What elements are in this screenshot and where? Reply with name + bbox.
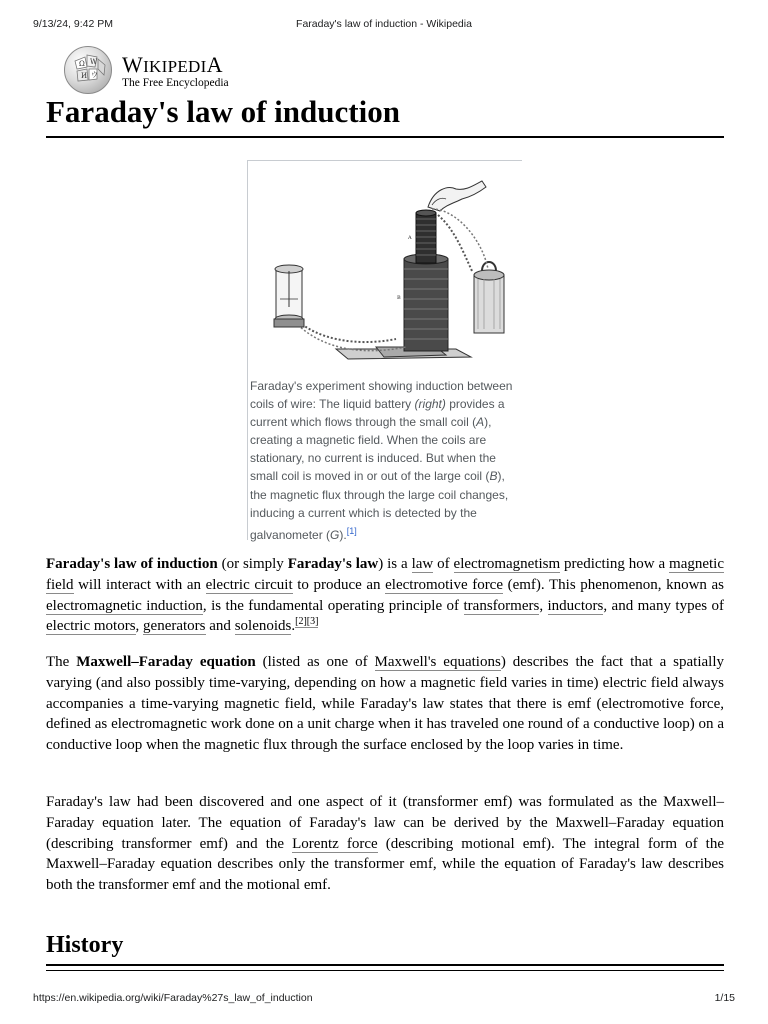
- link-law[interactable]: law: [411, 556, 434, 572]
- print-page-title: Faraday's law of induction - Wikipedia: [296, 18, 472, 30]
- citation-link[interactable]: [2][3]: [295, 616, 319, 628]
- svg-text:W: W: [90, 58, 98, 66]
- print-url: https://en.wikipedia.org/wiki/Faraday%27s_law_of_induction: [33, 992, 313, 1004]
- svg-text:Ω: Ω: [79, 60, 85, 68]
- print-date: 9/13/24, 9:42 PM: [33, 18, 113, 30]
- link-inductors[interactable]: inductors: [547, 597, 604, 614]
- wikipedia-globe-icon: [64, 46, 112, 94]
- link-electric-motors[interactable]: electric motors: [46, 618, 136, 635]
- link-electric-circuit[interactable]: electric circuit: [205, 576, 293, 593]
- faraday-experiment-illustration[interactable]: [256, 179, 518, 369]
- wikipedia-tagline: The Free Encyclopedia: [122, 77, 229, 89]
- svg-text:ウ: ウ: [91, 71, 98, 79]
- link-electromagnetic-induction[interactable]: electromagnetic induction: [46, 597, 203, 614]
- svg-text:B: B: [397, 295, 401, 301]
- link-electromagnetism[interactable]: electromagnetism: [453, 556, 561, 572]
- svg-text:И: И: [81, 72, 88, 80]
- wikipedia-wordmark: WIKIPEDIA: [122, 52, 223, 77]
- page-title: Faraday's law of induction: [46, 90, 724, 138]
- link-solenoids[interactable]: solenoids: [234, 618, 292, 635]
- section-divider: [46, 970, 724, 971]
- infobox-figure: [247, 160, 522, 540]
- link-transformers[interactable]: transformers: [463, 597, 540, 614]
- link-generators[interactable]: generators: [143, 618, 206, 635]
- print-page-number: 1/15: [714, 992, 735, 1004]
- svg-text:A: A: [408, 235, 412, 241]
- link-magnetic-field[interactable]: magnetic field: [46, 556, 725, 593]
- section-heading-history: History: [46, 930, 724, 966]
- figure-caption: Faraday's experiment showing induction between coils of wire: The liquid battery (right) provides a current which flows through the small coil (A), creating a magnetic field. When the coils are stationary, no current is induced. But when the small coil is moved in or out of the large coil (B), the magnetic flux through the large coil changes, inducing a current which is detected by the galvanometer (G).[1]: [250, 379, 513, 542]
- print-header: [0, 0, 768, 48]
- link-lorentz-force[interactable]: Lorentz force: [292, 835, 378, 852]
- link-maxwells-equations[interactable]: Maxwell's equations: [374, 654, 501, 670]
- wikipedia-logo[interactable]: [62, 44, 302, 96]
- intro-paragraph: Faraday's law of induction (or simply Faraday's law) is a law of electromagnetism predicting how a magnetic field will interact with an electric circuit to produce an electromotive force (emf). This phenomenon, known as electromagnetic induction, is the fundamental operating principle of transformers, inductors, and many types of electric motors, generators and solenoids.[2][3]: [46, 556, 725, 635]
- derivation-paragraph: Faraday's law had been discovered and one aspect of it (transformer emf) was formulated as the Maxwell–Faraday equation later. The equation of Faraday's law can be derived by the Maxwell–Faraday equation (describing transformer emf) and the Lorentz force (describing motional emf). The integral form of the Maxwell–Faraday equation describes only the transformer emf, while the equation of Faraday's law describes both the transformer emf and the motional emf.: [46, 794, 724, 894]
- link-electromotive-force[interactable]: electromotive force: [385, 576, 504, 593]
- citation-link[interactable]: [1]: [346, 525, 357, 536]
- maxwell-faraday-paragraph: The Maxwell–Faraday equation (listed as one of Maxwell's equations) describes the fact that a spatially varying (and also possibly time-varying, depending on how a magnetic field varies in time) electric field always accompanies a time-varying magnetic field, while Faraday's law states that there is emf (electromotive force, defined as electromagnetic work done on a unit charge when it has traveled one round of a conductive loop) on a conductive loop when the magnetic flux through the surface enclosed by the loop varies in time.: [46, 654, 724, 754]
